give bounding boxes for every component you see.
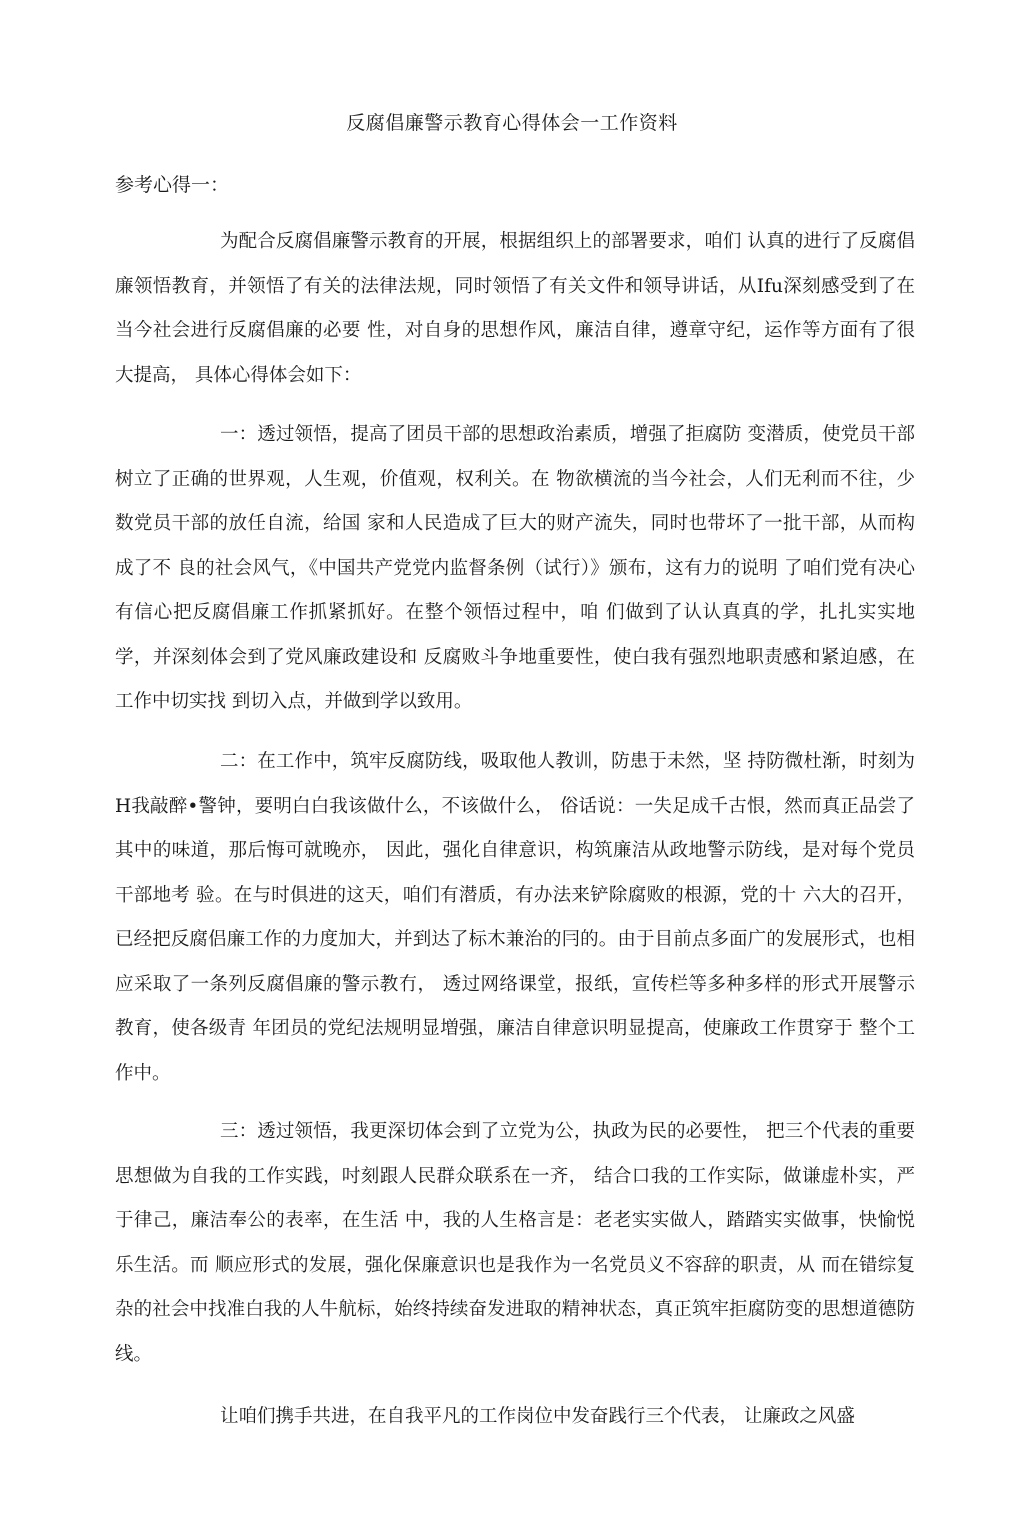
paragraph-point-one: 一：透过领悟，提高了团员干部的思想政治素质，增强了拒腐防 变潜质，使党员干部树立了正确的世界观，人生观，价值观，权利关。在 物欲横流的当今社会，人们无利而不往，少数党员干部的放任自流，给国 家和人民造成了巨大的财产流失，同时也带坏了一批干部，从而构成了不 良的社会风气，《中国共产党党内监督条例（试行）》颁布，这有力的说明 了咱们党有决心有信心把反腐倡廉工作抓紧抓好。在整个领悟过程中，咱 们做到了认认真真的学，扎扎实实地学，并深刻体会到了党风廉政建设和 反腐败斗争地重要性，使白我有强烈地职责感和紧迫感，在工作中切实找 到切入点，并做到学以致用。 [115,424,915,712]
paragraph-point-two: 二：在工作中，筑牢反腐防线，吸取他人教训，防患于未然，坚 持防微杜渐，时刻为H我敲醉•警钟，要明白白我该做什么，不该做什么， 俗话说：一失足成千古恨，然而真正品尝了其中的味道，那后悔可就晚亦， 因此，强化自律意识，构筑廉洁从政地警示防线，是对每个党员干部地考 验。在与时俱进的这天，咱们有潜质，有办法来铲除腐败的根源，党的十 六大的召开，已经把反腐侣廉工作的力度加大，并到达了标木兼治的冃的。由于目前点多面广的发展形式，也相应采取了一条列反腐倡廉的警示教冇， 透过网络课堂，报纸，宣传栏等多种多样的形式开展警示教育，使各级青 年团员的党纪法规明显増强，廉洁自律意识明显提高，使廉政工作贯穿于 整个工作中。 [115,751,915,1084]
section-label: 参考心得一： [115,174,230,196]
paragraph-point-three: 三：透过领悟，我更深切体会到了立党为公，执政为民的必要性， 把三个代表的重要思想做为自我的工作实践，吋刻跟人民群众联系在一齐， 结合口我的工作实际，做谦虚朴实，严于律己，廉洁奉公的表率，在生活 中，我的人生格言是：老老实实做人，踏踏实实做事，快愉悦乐生活。而 顺应形式的发展，强化保廉意识也是我作为一名党员义不容辞的职责，从 而在错综复杂的社会中找准白我的人牛航标，始终持续奋发进取的精神状态，真正筑牢拒腐防变的思想道德防线。 [115,1121,915,1365]
document-title: 反腐倡廉警示教育心得体会一工作资料 [346,112,678,134]
paragraph-closing: 让咱们携手共进，在自我平凡的工作岗位中发奋践行三个代表， 让廉政之风盛 [220,1406,855,1427]
paragraph-intro: 为配合反腐倡廉警示教育的开展，根据组织上的部署要求，咱们 认真的进行了反腐倡廉领悟教育，并领悟了有关的法律法规，同时领悟了有关文件和领导讲话，从Ifu深刻感受到了在当今社会进行反腐倡廉的必要 性，对自身的思想作风，廉洁自律，遵章守纪，运作等方面有了很大提高， 具体心得体会如下： [115,231,915,386]
